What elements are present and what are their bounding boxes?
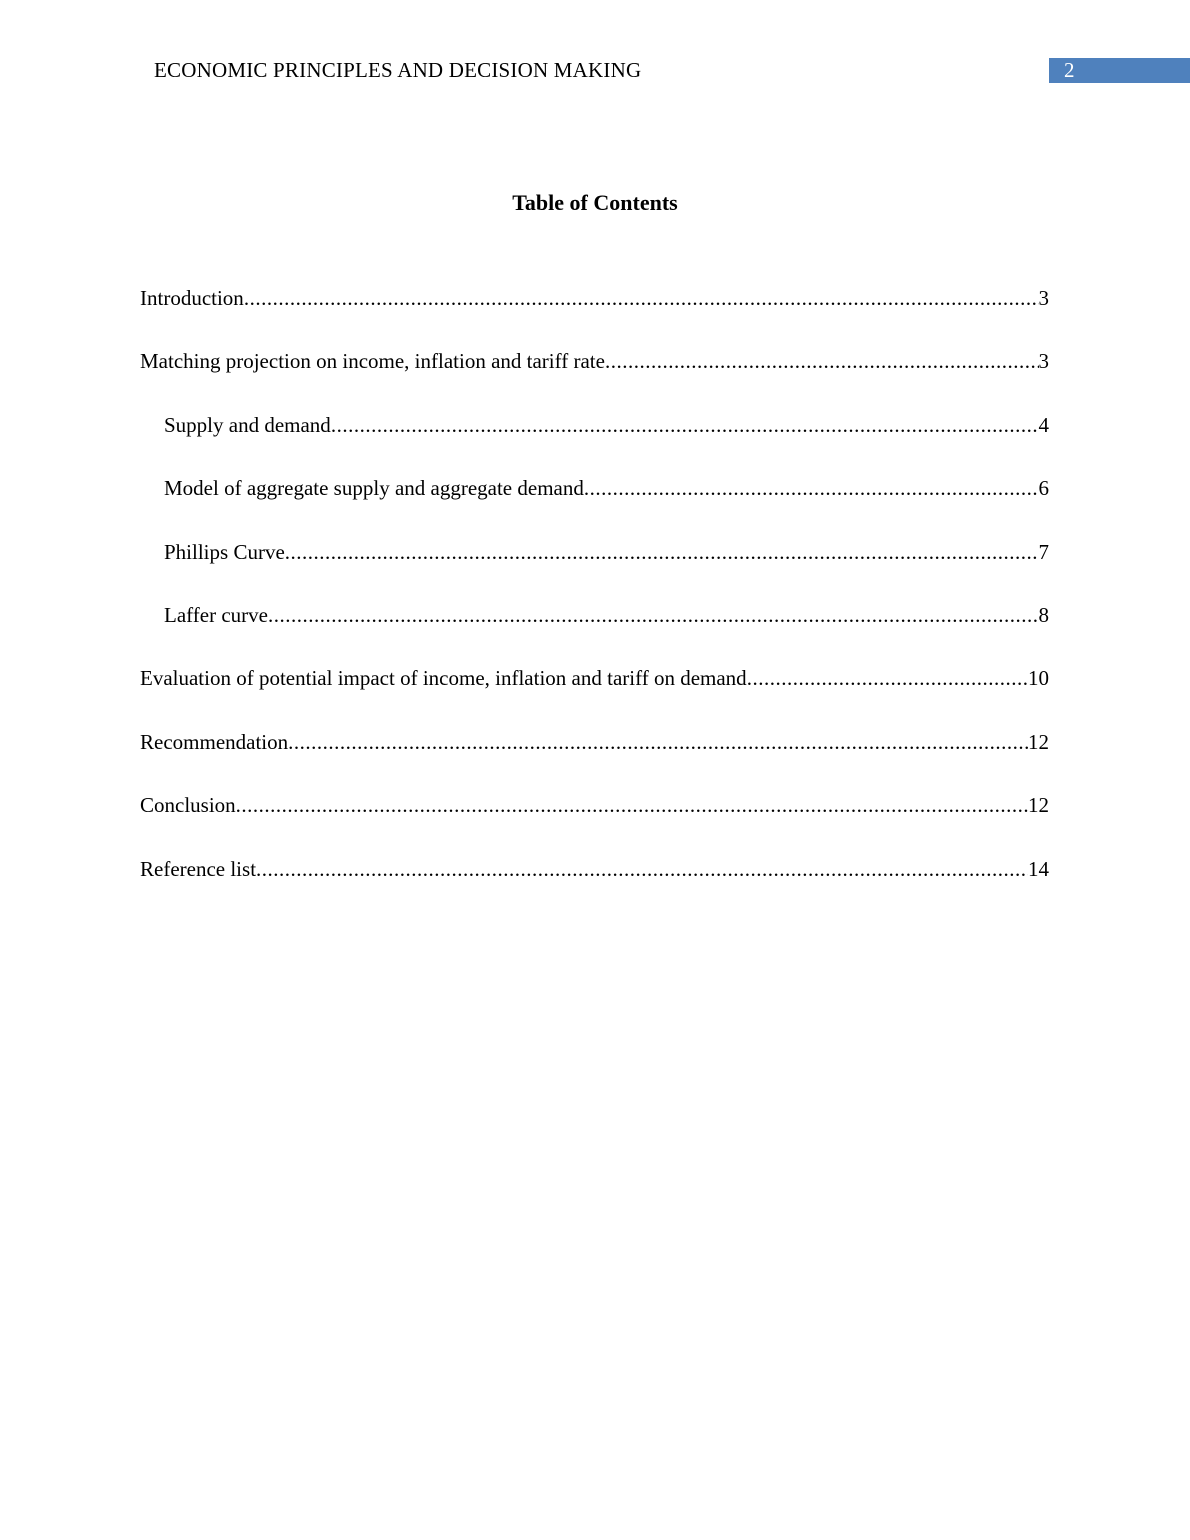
toc-entry-laffer-curve[interactable]: [140, 603, 1049, 666]
toc-entry-title: Conclusion: [140, 793, 236, 818]
toc-entry-page: 3: [1038, 286, 1049, 310]
toc-entry-conclusion[interactable]: [140, 793, 1049, 856]
toc-entry-title: Supply and demand: [164, 412, 331, 437]
toc-entry-page: 3: [1038, 349, 1049, 374]
toc-entry-page: 6: [1038, 476, 1049, 501]
toc-entry-page: 12: [1028, 793, 1049, 818]
toc-entry-supply-demand[interactable]: [140, 413, 1049, 476]
toc-entry-page: 14: [1028, 856, 1049, 881]
toc-heading: Table of Contents: [512, 190, 678, 215]
toc-entry-matching-projection[interactable]: [140, 349, 1049, 412]
toc-entry-page: 7: [1038, 539, 1049, 564]
toc-dot-leader: [288, 730, 1028, 755]
toc-dot-leader: [236, 793, 1028, 818]
toc-entry-recommendation[interactable]: [140, 730, 1049, 793]
toc-entry-title: Introduction: [140, 286, 244, 310]
toc-entry-introduction[interactable]: [140, 286, 1049, 349]
toc-dot-leader: [256, 857, 1028, 882]
toc-entry-page: 10: [1028, 666, 1049, 691]
toc-entry-title: Matching projection on income, inflation and tariff rate: [140, 349, 605, 374]
toc-entry-page: 8: [1038, 602, 1049, 627]
toc-entry-title: Recommendation: [140, 729, 289, 754]
toc-dot-leader: [747, 666, 1028, 691]
toc-dot-leader: [244, 286, 1039, 311]
toc-entry-aggregate-model[interactable]: [140, 476, 1049, 539]
toc-entry-phillips-curve[interactable]: [140, 540, 1049, 603]
toc-entry-reference-list[interactable]: [140, 857, 1049, 920]
toc-dot-leader: [584, 476, 1039, 501]
toc-entry-title: Reference list: [140, 856, 257, 881]
toc-dot-leader: [331, 413, 1039, 438]
toc-dot-leader: [285, 540, 1039, 565]
toc-entry-page: 4: [1038, 412, 1049, 437]
toc-entry-evaluation[interactable]: [140, 666, 1049, 729]
toc-entry-page: 12: [1028, 729, 1049, 754]
page-number-badge: 2: [1049, 58, 1190, 83]
running-head-title: ECONOMIC PRINCIPLES AND DECISION MAKING: [154, 58, 642, 82]
toc-entry-title: Evaluation of potential impact of income, inflation and tariff on demand: [140, 666, 747, 691]
toc-list: [140, 286, 1049, 920]
toc-entry-title: Phillips Curve: [164, 539, 285, 564]
toc-entry-title: Laffer curve: [164, 602, 268, 627]
toc-dot-leader: [268, 603, 1039, 628]
toc-dot-leader: [605, 349, 1039, 374]
toc-entry-title: Model of aggregate supply and aggregate demand: [164, 476, 584, 501]
